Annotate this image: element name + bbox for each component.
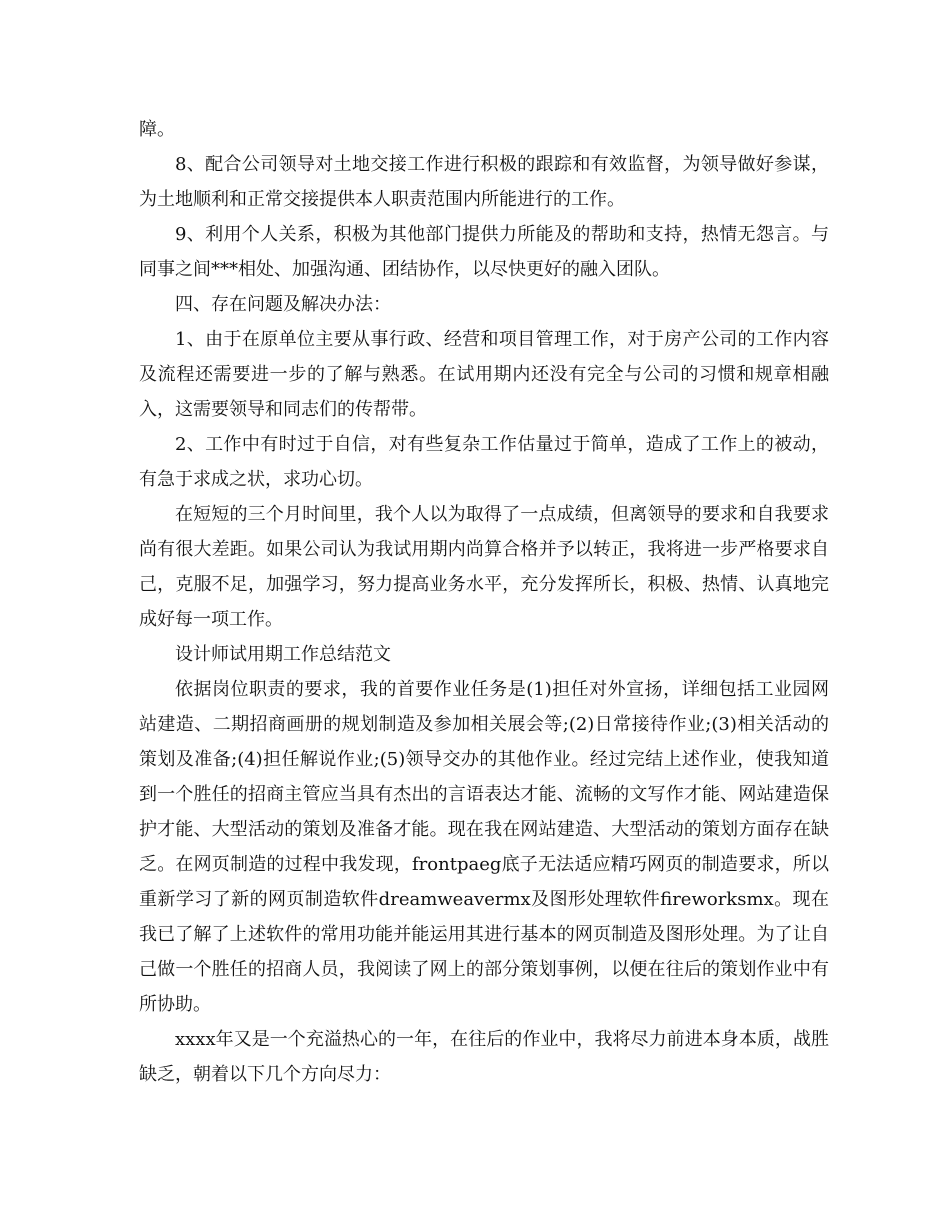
paragraph-problem-2: 2、工作中有时过于自信，对有些复杂工作估量过于简单，造成了工作上的被动，有急于求成之状，求功心切。 — [139, 434, 829, 490]
document-body — [139, 112, 829, 1092]
paragraph-problem-1: 1、由于在原单位主要从事行政、经营和项目管理工作，对于房产公司的工作内容及流程还需要进一步的了解与熟悉。在试用期内还没有完全与公司的习惯和规章相融入，这需要领导和同志们的传帮带。 — [139, 329, 829, 420]
paragraph-new-year: xxxx年又是一个充溢热心的一年，在往后的作业中，我将尽力前进本身本质，战胜缺乏，朝着以下几个方向尽力： — [139, 1029, 829, 1085]
paragraph-continuation: 障。 — [139, 119, 175, 140]
paragraph-item-9: 9、利用个人关系，积极为其他部门提供力所能及的帮助和支持，热情无怨言。与同事之间***相处、加强沟通、团结协作，以尽快更好的融入团队。 — [139, 224, 829, 280]
article-title: 设计师试用期工作总结范文 — [175, 644, 391, 665]
paragraph-duties: 依据岗位职责的要求，我的首要作业任务是(1)担任对外宣扬，详细包括工业园网站建造、二期招商画册的规划制造及参加相关展会等;(2)日常接待作业;(3)相关活动的策划及准备;(4)担任解说作业;(5)领导交办的其他作业。经过完结上述作业，使我知道到一个胜任的招商主管应当具有杰出的言语表达才能、流畅的文写作才能、网站建造保护才能、大型活动的策划及准备才能。现在我在网站建造、大型活动的策划方面存在缺乏。在网页制造的过程中我发现，frontpaeg底子无法适应精巧网页的制造要求，所以重新学习了新的网页制造软件dreamweavermx及图形处理软件fireworksmx。现在我已了解了上述软件的常用功能并能运用其进行基本的网页制造及图形处理。为了让自己做一个胜任的招商人员，我阅读了网上的部分策划事例，以便在往后的策划作业中有所协助。 — [139, 679, 829, 1015]
section-heading-problems: 四、存在问题及解决办法： — [175, 294, 391, 315]
paragraph-conclusion: 在短短的三个月时间里，我个人以为取得了一点成绩，但离领导的要求和自我要求尚有很大差距。如果公司认为我试用期内尚算合格并予以转正，我将进一步严格要求自己，克服不足，加强学习，努力提高业务水平，充分发挥所长，积极、热情、认真地完成好每一项工作。 — [139, 504, 829, 630]
paragraph-item-8: 8、配合公司领导对土地交接工作进行积极的跟踪和有效监督，为领导做好参谋，为土地顺利和正常交接提供本人职责范围内所能进行的工作。 — [139, 154, 829, 210]
